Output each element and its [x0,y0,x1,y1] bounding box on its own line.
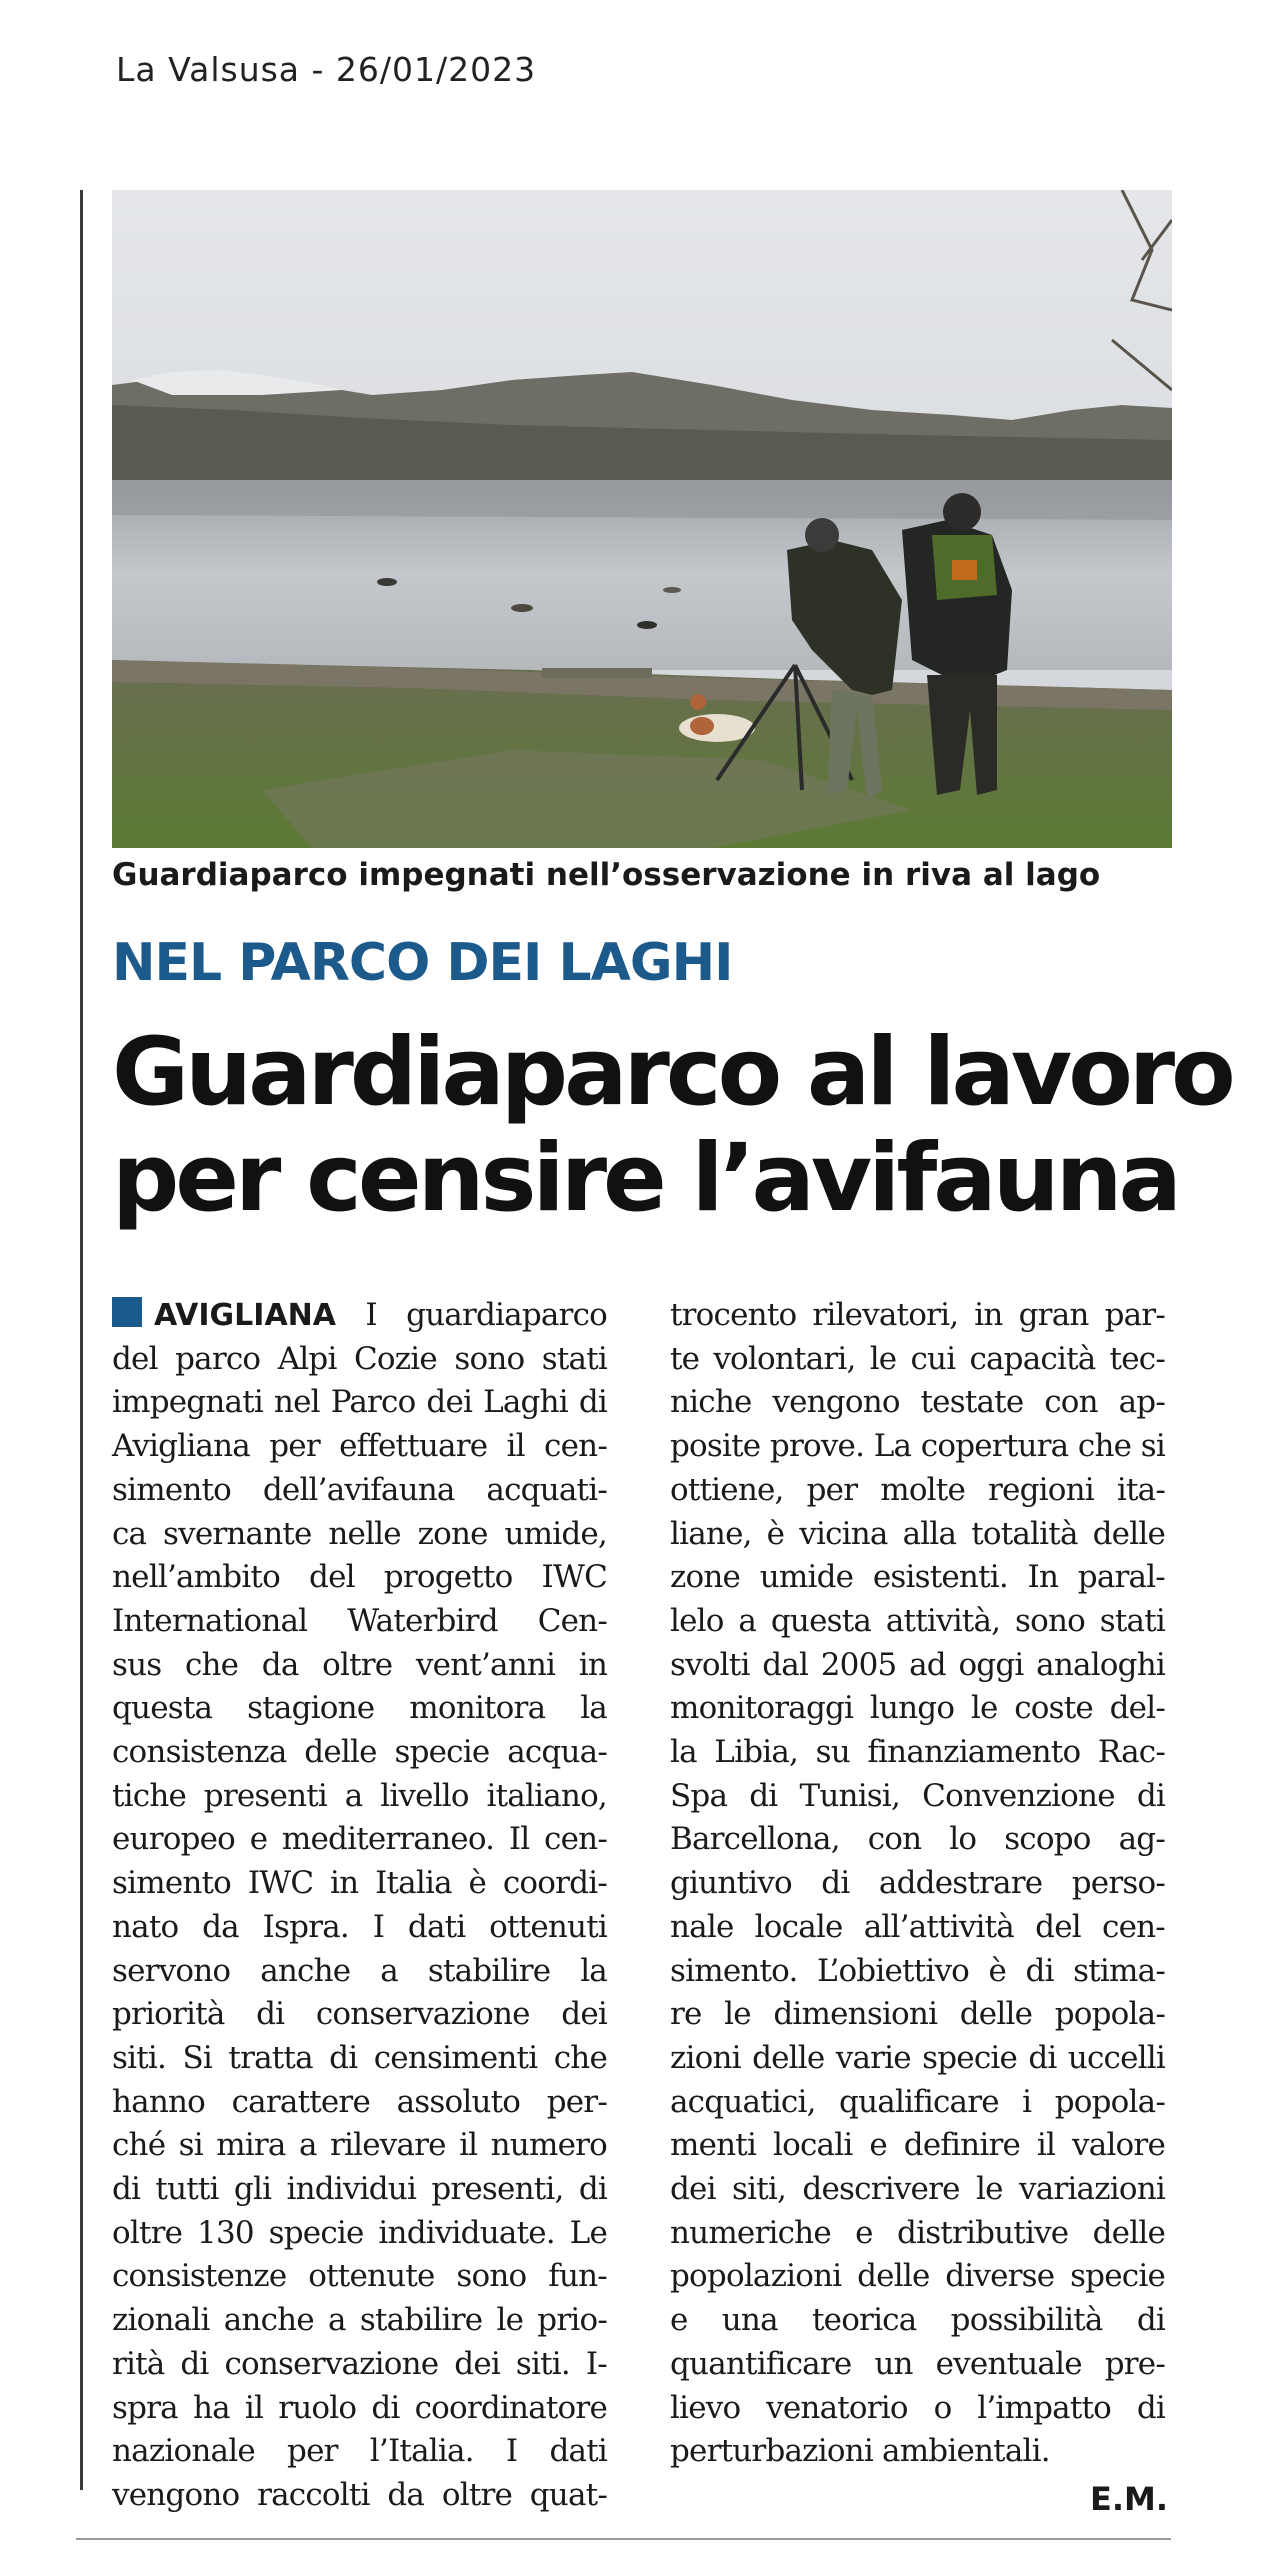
body-line: e una teorica possibilità di [670,2302,1165,2339]
body-line: priorità di conservazione dei [112,1996,607,2033]
body-line: del parco Alpi Cozie sono stati [112,1340,607,1377]
body-line: simento IWC in Italia è coordi- [112,1865,607,1902]
body-line: servono anche a stabilire la [112,1952,607,1989]
body-line: giuntivo di addestrare perso- [670,1865,1165,1902]
body-line: questa stagione monitora la [112,1690,607,1727]
body-line: nato da Ispra. I dati ottenuti [112,1908,607,1945]
body-line: rità di conservazione dei siti. I- [112,2345,607,2382]
body-line: oltre 130 specie individuate. Le [112,2214,607,2251]
headline-line: per censire l’avifauna [112,1124,1178,1233]
lake-photo-illustration [112,190,1172,848]
body-line: dei siti, descrivere le variazioni [670,2171,1165,2208]
body-line: di tutti gli individui presenti, di [112,2171,607,2208]
body-line: nazionale per l’Italia. I dati [112,2433,607,2470]
body-line: zone umide esistenti. In paral- [670,1559,1165,1596]
lake-photo [112,190,1172,848]
body-line: ottiene, per molte regioni ita- [670,1471,1165,1508]
body-line: te volontari, le cui capacità tec- [670,1340,1165,1377]
photo-caption: Guardiaparco impegnati nell’osservazione in riva al lago [112,857,1101,893]
article-kicker: NEL PARCO DEI LAGHI [112,933,733,993]
body-line: nell’ambito del progetto IWC [112,1559,607,1596]
body-line: posite prove. La copertura che si [670,1428,1165,1465]
article-body-right-column [670,1294,1165,2474]
body-line: europeo e mediterraneo. Il cen- [112,1821,607,1858]
body-line: Spa di Tunisi, Convenzione di [670,1777,1165,1814]
body-line: menti locali e definire il valore [670,2127,1165,2164]
body-line: siti. Si tratta di censimenti che [112,2039,607,2076]
left-column-rule [80,190,83,2490]
body-line: spra ha il ruolo di coordinatore [112,2389,607,2426]
body-line: International Waterbird Cen- [112,1602,607,1639]
body-line: acquatici, qualificare i popola- [670,2083,1165,2120]
bottom-rule [76,2538,1171,2540]
body-line: svolti dal 2005 ad oggi analoghi [670,1646,1165,1683]
body-line: zioni delle varie specie di uccelli [670,2039,1165,2076]
body-line: trocento rilevatori, in gran par- [670,1297,1165,1333]
body-line: nale locale all’attività del cen- [670,1908,1165,1945]
body-line: consistenza delle specie acqua- [112,1734,607,1771]
body-line: re le dimensioni delle popola- [670,1996,1165,2033]
body-line: quantificare un eventuale pre- [670,2345,1165,2382]
body-line: perturbazioni ambientali. [670,2433,1050,2470]
article-body-left-column [112,1294,607,2518]
body-line: consistenze ottenute sono fun- [112,2258,607,2295]
body-line: ché si mira a rilevare il numero [112,2127,607,2164]
body-line: monitoraggi lungo le coste del- [670,1690,1165,1727]
body-line: Barcellona, con lo scopo ag- [670,1821,1165,1858]
article-headline [112,1018,1232,1233]
body-line: Avigliana per effettuare il cen- [112,1428,607,1465]
body-line: lievo venatorio o l’impatto di [670,2389,1165,2426]
body-line: vengono raccolti da oltre quat- [112,2476,607,2513]
body-line: liane, è vicina alla totalità delle [670,1515,1165,1552]
body-line: niche vengono testate con ap- [670,1384,1165,1421]
body-line: I guardiaparco [336,1297,607,1333]
body-line: ca svernante nelle zone umide, [112,1515,607,1552]
body-line: simento. L’obiettivo è di stima- [670,1952,1165,1989]
body-line: la Libia, su finanziamento Rac- [670,1734,1165,1771]
body-line: impegnati nel Parco dei Laghi di [112,1384,607,1421]
body-line: hanno carattere assoluto per- [112,2083,607,2120]
body-line: lelo a questa attività, sono stati [670,1602,1165,1639]
body-line: sus che da oltre vent’anni in [112,1646,607,1683]
body-line: popolazioni delle diverse specie [670,2258,1165,2295]
body-line: tiche presenti a livello italiano, [112,1777,607,1814]
body-line: simento dell’avifauna acquati- [112,1471,607,1508]
source-date-line: La Valsusa - 26/01/2023 [116,50,537,89]
headline-line: Guardiaparco al lavoro [112,1018,1232,1127]
location-label: AVIGLIANA [154,1298,337,1333]
author-signature: E.M. [1090,2480,1169,2518]
body-line: zionali anche a stabilire le prio- [112,2302,607,2339]
section-square-icon [112,1297,142,1327]
body-line: numeriche e distributive delle [670,2214,1165,2251]
